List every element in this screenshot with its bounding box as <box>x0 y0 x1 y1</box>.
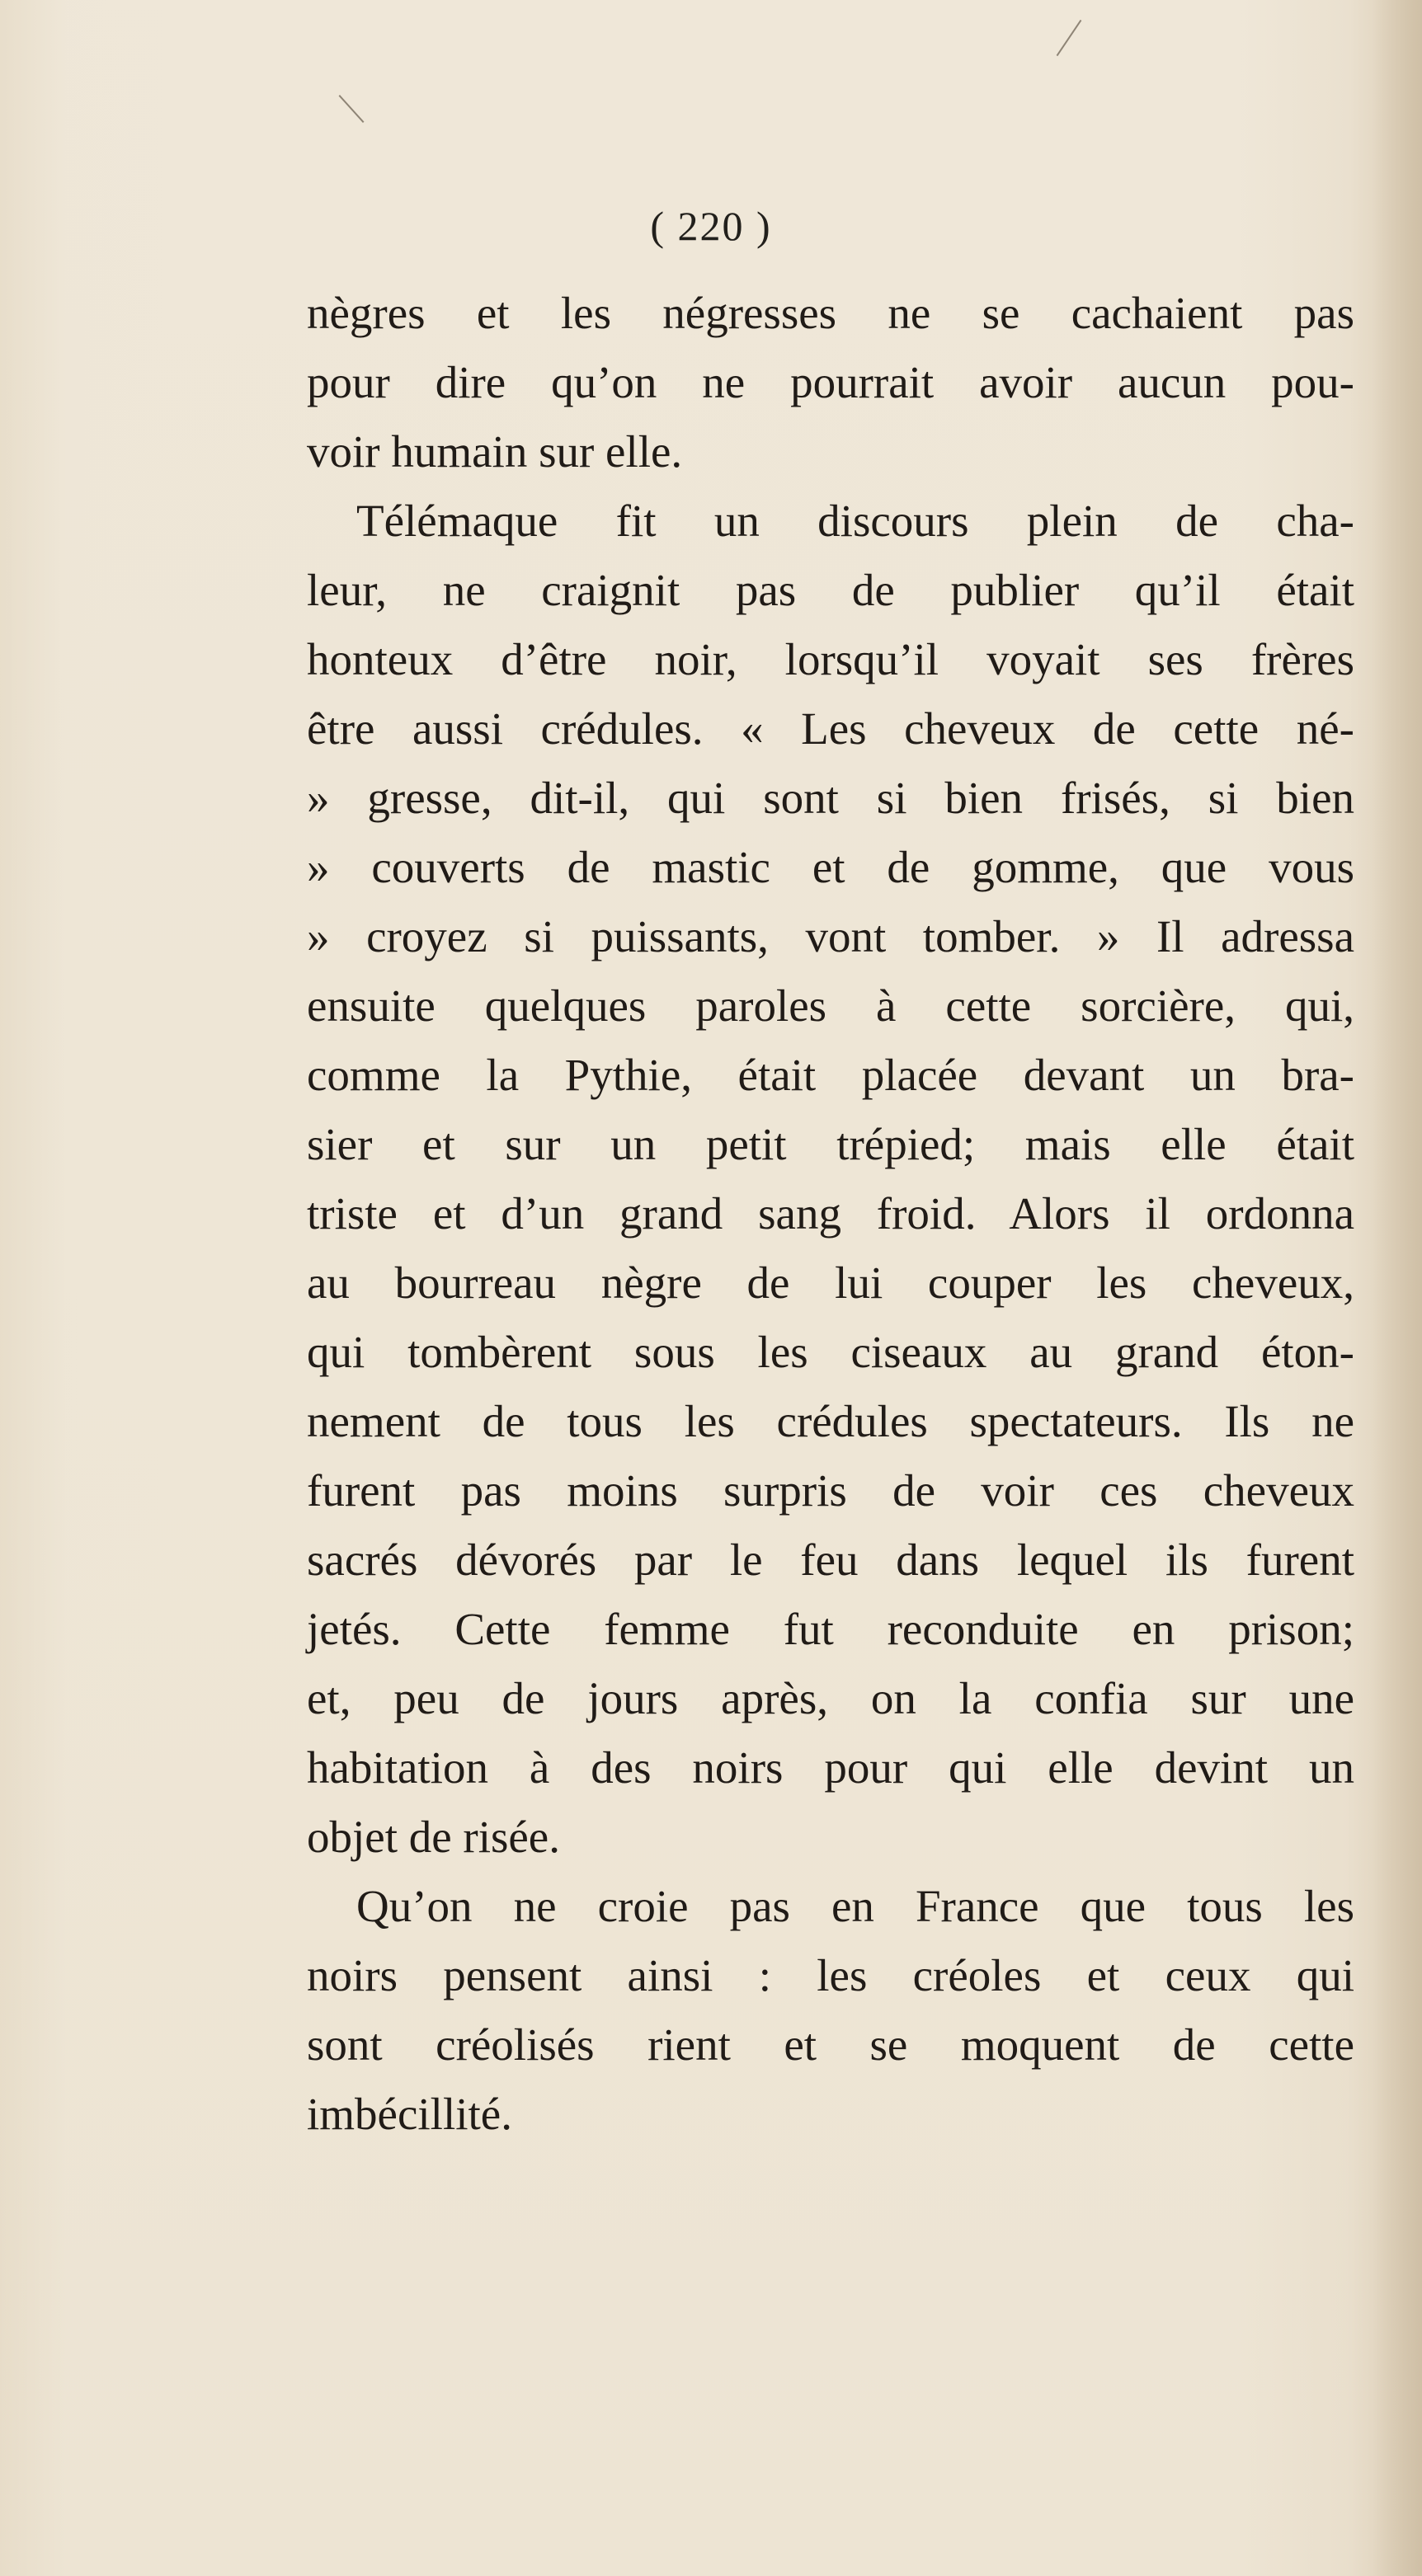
text-line: qui tombèrent sous les ciseaux au grand éton- <box>307 1327 1354 1377</box>
text-line: noirs pensent ainsi : les créoles et ceux qui <box>307 1950 1354 2000</box>
pencil-mark <box>1057 20 1082 56</box>
text-line: jetés. Cette femme fut reconduite en prison; <box>307 1604 1354 1654</box>
text-line: sier et sur un petit trépied; mais elle était <box>307 1119 1354 1169</box>
text-line: » couverts de mastic et de gomme, que vous <box>307 842 1354 892</box>
text-line: triste et d’un grand sang froid. Alors il ordonna <box>307 1188 1354 1239</box>
text-line: leur, ne craignit pas de publier qu’il était <box>307 565 1354 615</box>
text-line: Télémaque fit un discours plein de cha- <box>356 496 1354 546</box>
text-line: honteux d’être noir, lorsqu’il voyait ses frères <box>307 634 1354 684</box>
text-line: Qu’on ne croie pas en France que tous les <box>356 1881 1354 1931</box>
text-line: nement de tous les crédules spectateurs. Ils ne <box>307 1396 1354 1446</box>
text-line: sacrés dévorés par le feu dans lequel ils furent <box>307 1535 1354 1585</box>
text-line: » croyez si puissants, vont tomber. » Il adressa <box>307 911 1354 961</box>
text-line: voir humain sur elle. <box>307 426 683 477</box>
text-line: comme la Pythie, était placée devant un bra- <box>307 1050 1354 1100</box>
page-edge-shadow <box>1373 0 1422 2576</box>
text-line: habitation à des noirs pour qui elle devint un <box>307 1742 1354 1793</box>
text-line: nègres et les négresses ne se cachaient pas <box>307 288 1354 338</box>
text-line: être aussi crédules. « Les cheveux de cette né- <box>307 703 1354 754</box>
text-line: » gresse, dit-il, qui sont si bien frisés, si bien <box>307 773 1354 823</box>
text-line: furent pas moins surpris de voir ces cheveux <box>307 1465 1354 1516</box>
text-line: objet de risée. <box>307 1812 560 1862</box>
text-line: sont créolisés rient et se moquent de cette <box>307 2019 1354 2070</box>
text-line: et, peu de jours après, on la confia sur une <box>307 1673 1354 1723</box>
page-body <box>307 279 1354 2149</box>
page-number: ( 220 ) <box>650 203 772 249</box>
text-line: pour dire qu’on ne pourrait avoir aucun pou- <box>307 357 1354 407</box>
text-line: ensuite quelques paroles à cette sorcière, qui, <box>307 980 1354 1031</box>
text-line: imbécillité. <box>307 2089 512 2139</box>
pencil-mark <box>339 95 365 123</box>
text-line: au bourreau nègre de lui couper les cheveux, <box>307 1257 1354 1308</box>
